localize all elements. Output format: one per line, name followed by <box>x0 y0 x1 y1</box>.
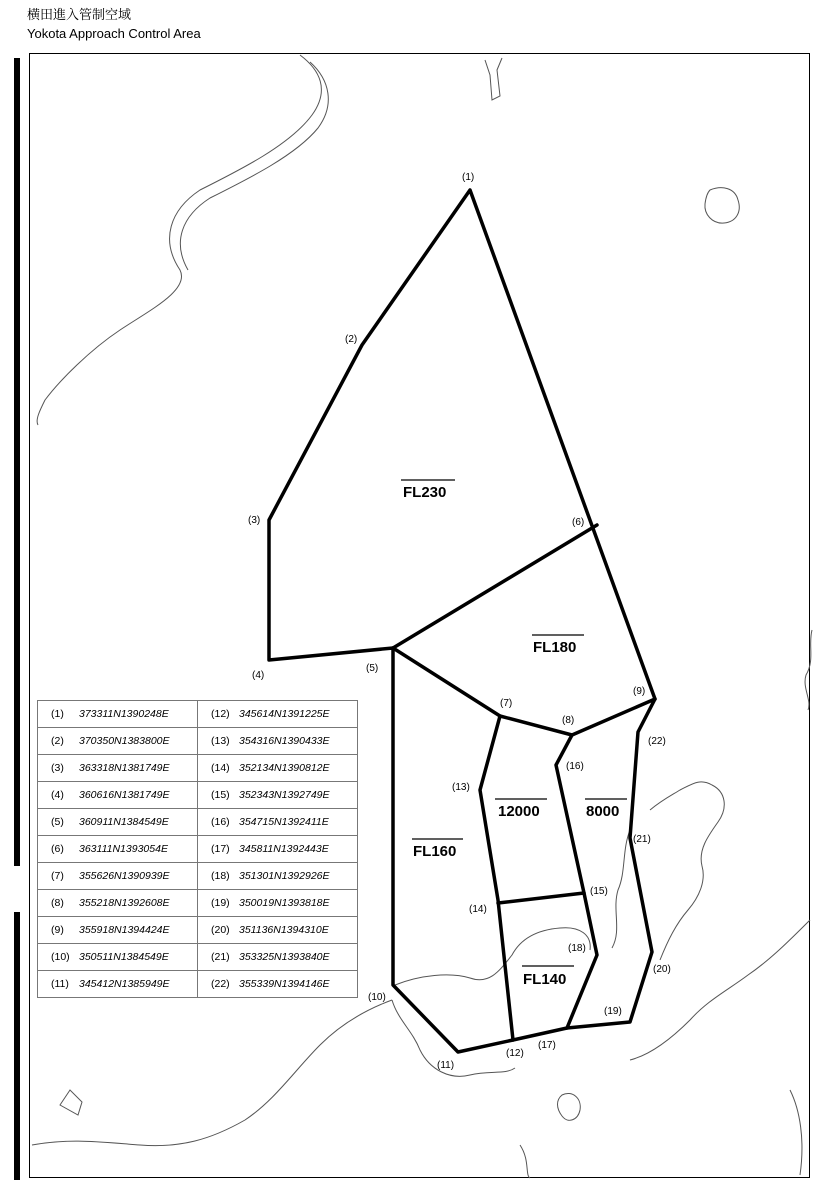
point-coordinate: 363111N1393054E <box>79 843 168 855</box>
coordinate-cell <box>198 836 358 863</box>
point-number: (12) <box>211 708 230 720</box>
point-coordinate: 354316N1390433E <box>239 735 330 747</box>
point-number: (5) <box>51 816 64 828</box>
point-label: (16) <box>566 761 584 772</box>
coordinate-cell <box>198 944 358 971</box>
title-japanese: 横田進入管制空域 <box>27 7 132 22</box>
point-label: (1) <box>462 172 475 183</box>
coordinate-cell <box>38 944 198 971</box>
point-coordinate: 352343N1392749E <box>239 789 330 801</box>
coordinate-cell <box>38 755 198 782</box>
point-number: (13) <box>211 735 230 747</box>
coastline <box>32 55 812 1178</box>
coordinate-cell <box>198 917 358 944</box>
point-label: (21) <box>633 834 651 845</box>
coordinate-cell <box>38 836 198 863</box>
sector-label-fl230: FL230 <box>403 484 447 501</box>
point-coordinate: 370350N1383800E <box>79 735 170 747</box>
point-number: (22) <box>211 978 230 990</box>
point-number: (14) <box>211 762 230 774</box>
point-label: (8) <box>562 715 575 726</box>
point-coordinate: 355218N1392608E <box>79 897 170 909</box>
point-number: (17) <box>211 843 230 855</box>
point-label: (4) <box>252 670 265 681</box>
sector-label-fl140: FL140 <box>523 971 567 988</box>
point-number: (11) <box>51 978 69 990</box>
point-label: (13) <box>452 782 470 793</box>
point-coordinate: 351301N1392926E <box>239 870 330 882</box>
coordinate-cell <box>198 701 358 728</box>
point-label: (6) <box>572 517 585 528</box>
point-number: (7) <box>51 870 64 882</box>
coordinate-cell <box>198 890 358 917</box>
coordinate-cell <box>198 809 358 836</box>
point-label: (2) <box>345 334 358 345</box>
point-label: (12) <box>506 1048 524 1059</box>
point-label: (9) <box>633 686 646 697</box>
point-coordinate: 354715N1392411E <box>239 816 329 828</box>
coordinate-cell <box>38 728 198 755</box>
point-label: (22) <box>648 736 666 747</box>
table-row <box>38 728 358 755</box>
boundary-7-12 <box>480 716 513 1040</box>
point-label: (19) <box>604 1006 622 1017</box>
coordinate-cell <box>38 971 198 998</box>
sector-label-fl160: FL160 <box>413 843 457 860</box>
point-label: (20) <box>653 964 671 975</box>
table-row <box>38 782 358 809</box>
point-coordinate: 351136N1394310E <box>239 924 329 936</box>
table-row <box>38 755 358 782</box>
table-row <box>38 863 358 890</box>
point-coordinate: 350019N1393818E <box>239 897 330 909</box>
table-row <box>38 917 358 944</box>
boundary-5-7 <box>393 648 655 735</box>
point-number: (9) <box>51 924 64 936</box>
point-number: (16) <box>211 816 230 828</box>
point-number: (19) <box>211 897 230 909</box>
sector-label-fl180: FL180 <box>533 639 577 656</box>
point-coordinate: 355339N1394146E <box>239 978 330 990</box>
point-coordinate: 360616N1381749E <box>79 789 170 801</box>
sector-labels <box>401 480 627 988</box>
table-row <box>38 971 358 998</box>
boundary-6-5 <box>393 525 597 648</box>
title-english: Yokota Approach Control Area <box>27 26 201 41</box>
point-label: (10) <box>368 992 386 1003</box>
coordinate-cell <box>38 809 198 836</box>
sector-label-12000: 12000 <box>498 803 540 820</box>
coordinate-cell <box>198 971 358 998</box>
point-number: (3) <box>51 762 64 774</box>
table-row <box>38 890 358 917</box>
coordinate-cell <box>198 755 358 782</box>
coordinate-cell <box>38 863 198 890</box>
point-coordinate: 353325N1393840E <box>239 951 330 963</box>
coordinate-cell <box>38 782 198 809</box>
coordinate-cell <box>38 890 198 917</box>
coordinate-cell <box>198 728 358 755</box>
point-number: (4) <box>51 789 64 801</box>
table-row <box>38 701 358 728</box>
point-label: (18) <box>568 943 586 954</box>
point-number: (8) <box>51 897 64 909</box>
point-number: (1) <box>51 708 64 720</box>
point-label: (11) <box>437 1060 455 1071</box>
point-coordinate: 363318N1381749E <box>79 762 170 774</box>
point-label: (7) <box>500 698 513 709</box>
table-row <box>38 836 358 863</box>
point-coordinate: 373311N1390248E <box>79 708 169 720</box>
point-label: (15) <box>590 886 608 897</box>
point-number: (6) <box>51 843 64 855</box>
point-coordinate: 355918N1394424E <box>79 924 170 936</box>
point-number: (15) <box>211 789 230 801</box>
point-coordinate: 350511N1384549E <box>79 951 169 963</box>
point-label: (17) <box>538 1040 556 1051</box>
coordinate-cell <box>198 782 358 809</box>
point-number: (10) <box>51 951 70 963</box>
point-coordinate: 352134N1390812E <box>239 762 330 774</box>
coordinate-cell <box>38 701 198 728</box>
coordinate-cell <box>198 863 358 890</box>
coordinate-cell <box>38 917 198 944</box>
coordinates-table <box>37 700 358 998</box>
point-label: (3) <box>248 515 261 526</box>
point-coordinate: 360911N1384549E <box>79 816 169 828</box>
table-row <box>38 809 358 836</box>
point-number: (2) <box>51 735 64 747</box>
point-number: (21) <box>211 951 230 963</box>
sector-label-8000: 8000 <box>586 803 620 820</box>
point-coordinate: 345614N1391225E <box>239 708 330 720</box>
point-number: (18) <box>211 870 230 882</box>
point-coordinate: 345412N1385949E <box>79 978 170 990</box>
point-label: (14) <box>469 904 487 915</box>
point-coordinate: 355626N1390939E <box>79 870 170 882</box>
boundary-14-15 <box>498 893 584 903</box>
point-coordinate: 345811N1392443E <box>239 843 329 855</box>
table-row <box>38 944 358 971</box>
point-number: (20) <box>211 924 230 936</box>
point-label: (5) <box>366 663 379 674</box>
